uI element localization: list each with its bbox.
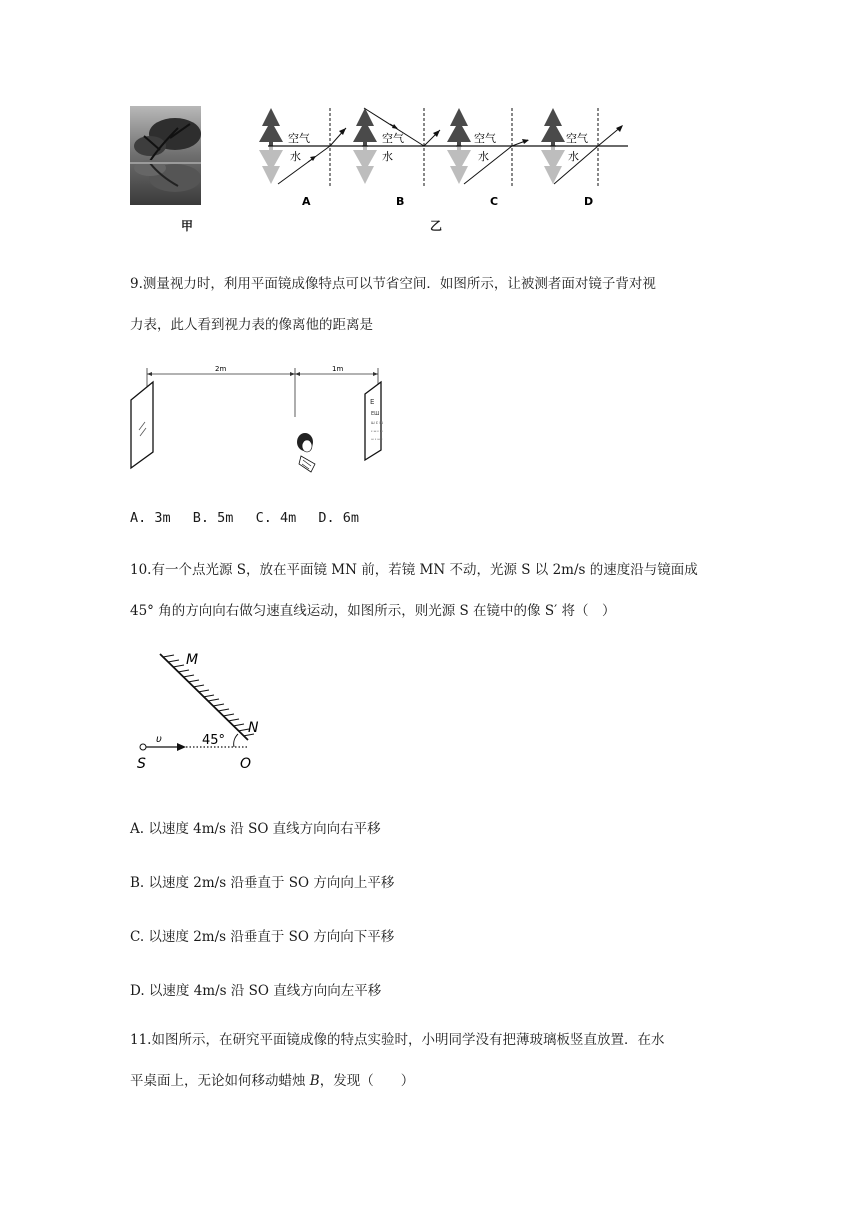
- refraction-diagrams: [250, 104, 640, 208]
- q11-line2-start: 平桌面上，无论如何移动蜡烛: [130, 1073, 310, 1089]
- q10-line2: 45° 角的方向向右做匀速直线运动，如图所示，则光源 S 在镜中的像 S′ 将（ ）: [130, 603, 616, 619]
- svg-text:ЕШ: ЕШ: [371, 411, 380, 417]
- q9-options: [130, 510, 359, 526]
- q11-line2: [130, 1075, 414, 1089]
- group-caption: 乙: [430, 219, 443, 233]
- panel-b: [353, 108, 462, 186]
- air-label-b: 空气: [382, 132, 404, 145]
- mirror-icon: [131, 382, 153, 468]
- svg-text:ш ε ш: ш ε ш: [371, 420, 384, 425]
- water-label-a: 水: [290, 150, 301, 163]
- svg-text:ε ш ε ш: ε ш ε ш: [371, 429, 383, 433]
- water-label-b: 水: [382, 150, 393, 163]
- panel-d: [541, 108, 628, 186]
- photo-caption: 甲: [181, 219, 194, 233]
- label-m: M: [186, 652, 199, 668]
- air-label-a: 空气: [288, 132, 310, 145]
- label-n: N: [248, 720, 259, 736]
- q10-option-d[interactable]: D. 以速度 4m/s 沿 SO 直线方向向左平移: [130, 983, 382, 999]
- panel-a: [259, 108, 368, 186]
- panel-label-d: D: [584, 195, 594, 208]
- water-label-d: 水: [568, 150, 579, 163]
- q9-option-a[interactable]: A. 3m: [130, 510, 171, 526]
- mirror-diagram: [130, 648, 280, 774]
- tree-photo-icon: [130, 106, 201, 205]
- label-o: O: [240, 756, 252, 772]
- panel-label-b: B: [396, 195, 405, 208]
- q9-option-d[interactable]: D. 6m: [318, 510, 359, 526]
- q9-line1: 9.测量视力时，利用平面镜成像特点可以节省空间．如图所示，让被测者面对镜子背对视: [130, 276, 656, 292]
- svg-text:E: E: [370, 398, 375, 406]
- air-label-d: 空气: [566, 132, 588, 145]
- svg-text:ш ε ш ε: ш ε ш ε: [371, 437, 383, 441]
- panel-label-c: C: [490, 195, 499, 208]
- q10-option-a[interactable]: A. 以速度 4m/s 沿 SO 直线方向向右平移: [130, 821, 381, 837]
- label-v: υ: [156, 734, 162, 745]
- person-icon: [297, 433, 315, 472]
- q9-option-c[interactable]: C. 4m: [255, 510, 297, 526]
- q10-option-c[interactable]: C. 以速度 2m/s 沿垂直于 SO 方向向下平移: [130, 929, 395, 945]
- candle-b-label: B: [309, 1073, 320, 1089]
- dist-left-label: 2m: [215, 365, 227, 373]
- label-angle: 45°: [202, 733, 226, 748]
- panel-label-a: A: [302, 195, 311, 208]
- q9-option-b[interactable]: B. 5m: [192, 510, 234, 526]
- q9-line2: 力表，此人看到视力表的像离他的距离是: [130, 317, 373, 333]
- q11-line1: 11.如图所示，在研究平面镜成像的特点实验时，小明同学没有把薄玻璃板竖直放置．在水: [130, 1032, 665, 1048]
- air-label-c: 空气: [474, 132, 496, 145]
- q10-line1: 10.有一个点光源 S，放在平面镜 MN 前，若镜 MN 不动，光源 S 以 2m/s 的速度沿与镜面成: [130, 562, 698, 578]
- tree-photo: [130, 106, 201, 205]
- q11-line2-end: ，发现（ ）: [319, 1073, 415, 1089]
- label-s: S: [137, 756, 146, 772]
- vision-test-diagram: [125, 360, 395, 480]
- q10-option-b[interactable]: B. 以速度 2m/s 沿垂直于 SO 方向向上平移: [130, 875, 395, 891]
- panel-c: [447, 108, 556, 186]
- eye-chart-icon: [365, 382, 383, 460]
- dist-right-label: 1m: [332, 365, 344, 373]
- water-label-c: 水: [478, 150, 489, 163]
